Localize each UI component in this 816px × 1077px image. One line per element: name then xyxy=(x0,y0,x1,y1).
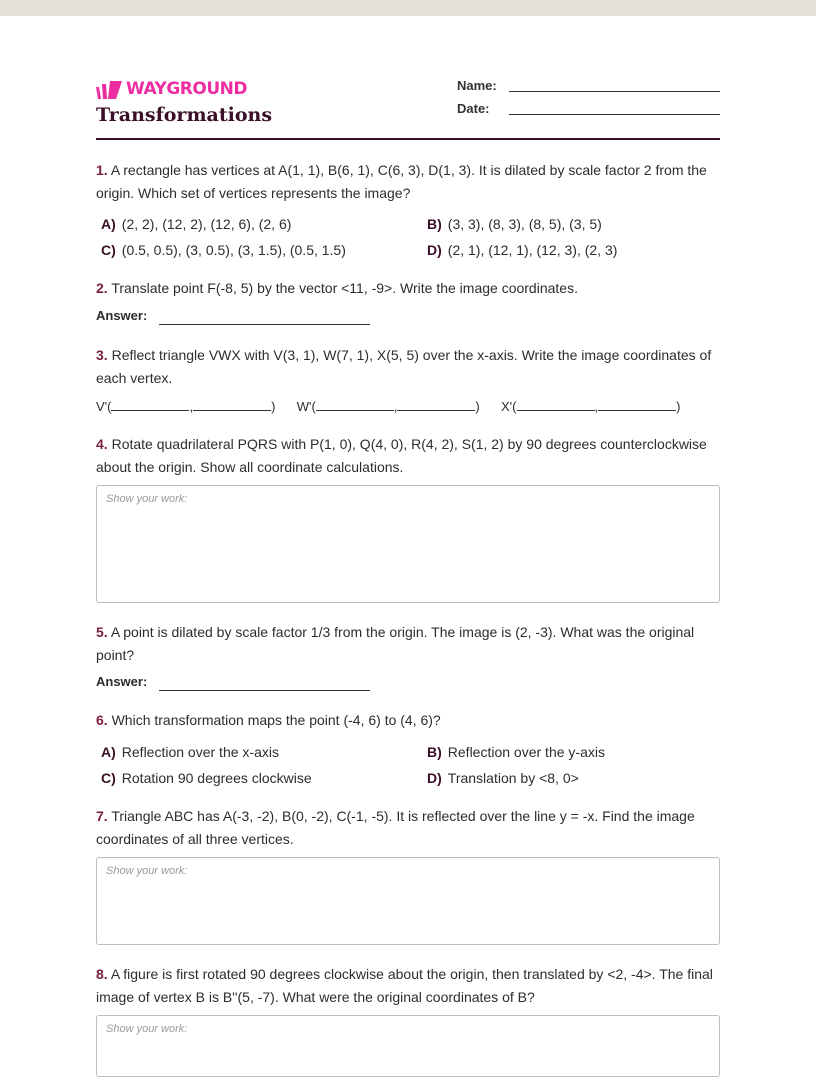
question-text: Which transformation maps the point (-4, 6) to (4, 6)? xyxy=(111,712,441,728)
question-text: A figure is first rotated 90 degrees clockwise about the origin, then translated by <2, -4>. The final image of vertex B is B''(5, -7). What were the original coordinates of B? xyxy=(96,966,713,1005)
question-text: A rectangle has vertices at A(1, 1), B(6, 1), C(6, 3), D(1, 3). It is dilated by scale factor 2 from the origin. Which set of vertices represents the image? xyxy=(96,162,707,201)
option-text: (2, 1), (12, 1), (12, 3), (2, 3) xyxy=(447,242,618,258)
work-placeholder: Show your work: xyxy=(106,1023,188,1035)
top-bar xyxy=(0,0,816,16)
coord-suffix: ) xyxy=(271,399,276,414)
question-text: A point is dilated by scale factor 1/3 from the origin. The image is (2, -3). What was the original point? xyxy=(96,624,695,663)
question-text: Rotate quadrilateral PQRS with P(1, 0), Q(4, 0), R(4, 2), S(1, 2) by 90 degrees counterclockwise about the origin. Show all coordinate calculations. xyxy=(96,436,707,475)
question-7 xyxy=(96,805,722,850)
question-number: 6. xyxy=(96,712,108,728)
question-4 xyxy=(96,433,722,478)
question-text: Reflect triangle VWX with V(3, 1), W(7, 1), X(5, 5) over the x-axis. Write the image coordinates of each vertex. xyxy=(96,347,712,386)
question-2 xyxy=(96,277,722,300)
q1-option-b[interactable] xyxy=(427,216,602,232)
name-label: Name: xyxy=(457,78,497,93)
x-x-field[interactable] xyxy=(517,398,595,411)
option-text: (0.5, 0.5), (3, 0.5), (3, 1.5), (0.5, 1.5) xyxy=(121,242,346,258)
answer-label: Answer: xyxy=(96,674,148,689)
coord-suffix: ) xyxy=(676,399,681,414)
option-text: (2, 2), (12, 2), (12, 6), (2, 6) xyxy=(121,216,292,232)
w-x-field[interactable] xyxy=(316,398,394,411)
option-letter: C) xyxy=(101,770,116,786)
coord-comma: , xyxy=(189,399,194,414)
w-y-field[interactable] xyxy=(397,398,475,411)
coord-prefix: W'( xyxy=(296,399,316,414)
q6-option-c[interactable] xyxy=(101,770,312,786)
coord-suffix: ) xyxy=(475,399,480,414)
date-field[interactable] xyxy=(509,114,720,115)
question-number: 4. xyxy=(96,436,108,452)
question-8 xyxy=(96,963,722,1008)
name-field[interactable] xyxy=(509,91,720,92)
header-divider xyxy=(96,138,720,140)
question-5 xyxy=(96,621,722,666)
option-letter: D) xyxy=(427,242,442,258)
answer-label: Answer: xyxy=(96,308,148,323)
page-title: Transformations xyxy=(96,104,273,126)
option-letter: A) xyxy=(101,744,116,760)
coord-comma: , xyxy=(393,399,398,414)
question-number: 2. xyxy=(96,280,108,296)
work-placeholder: Show your work: xyxy=(106,865,188,877)
question-text: Triangle ABC has A(-3, -2), B(0, -2), C(-1, -5). It is reflected over the line y = -x. Find the image coordinates of all three vertices. xyxy=(96,808,695,847)
question-1 xyxy=(96,159,722,204)
option-text: Reflection over the y-axis xyxy=(447,744,605,760)
option-letter: B) xyxy=(427,744,442,760)
question-number: 7. xyxy=(96,808,108,824)
q6-option-d[interactable] xyxy=(427,770,579,786)
q1-option-c[interactable] xyxy=(101,242,346,258)
q6-option-a[interactable] xyxy=(101,744,279,760)
q3-coordinate-row xyxy=(96,398,680,414)
option-letter: B) xyxy=(427,216,442,232)
q5-answer-field[interactable] xyxy=(159,690,370,691)
question-number: 5. xyxy=(96,624,108,640)
option-letter: A) xyxy=(101,216,116,232)
q2-answer-field[interactable] xyxy=(159,324,370,325)
option-text: Reflection over the x-axis xyxy=(121,744,279,760)
x-y-field[interactable] xyxy=(598,398,676,411)
question-number: 1. xyxy=(96,162,108,178)
option-text: Translation by <8, 0> xyxy=(447,770,579,786)
coord-comma: , xyxy=(594,399,599,414)
q1-option-a[interactable] xyxy=(101,216,291,232)
q8-work-area[interactable] xyxy=(96,1015,720,1077)
q4-work-area[interactable] xyxy=(96,485,720,603)
q6-option-b[interactable] xyxy=(427,744,605,760)
v-x-field[interactable] xyxy=(111,398,189,411)
option-text: Rotation 90 degrees clockwise xyxy=(121,770,312,786)
date-label: Date: xyxy=(457,101,490,116)
logo-text: WAYGROUND xyxy=(126,79,247,99)
question-number: 3. xyxy=(96,347,108,363)
question-number: 8. xyxy=(96,966,108,982)
option-letter: C) xyxy=(101,242,116,258)
option-letter: D) xyxy=(427,770,442,786)
question-text: Translate point F(-8, 5) by the vector <11, -9>. Write the image coordinates. xyxy=(111,280,578,296)
coord-prefix: X'( xyxy=(501,399,517,414)
work-placeholder: Show your work: xyxy=(106,493,188,505)
coord-prefix: V'( xyxy=(96,399,112,414)
question-6 xyxy=(96,709,722,732)
option-text: (3, 3), (8, 3), (8, 5), (3, 5) xyxy=(447,216,602,232)
logo-bars-icon xyxy=(96,81,122,99)
question-3 xyxy=(96,344,722,389)
q7-work-area[interactable] xyxy=(96,857,720,945)
v-y-field[interactable] xyxy=(193,398,271,411)
q1-option-d[interactable] xyxy=(427,242,617,258)
